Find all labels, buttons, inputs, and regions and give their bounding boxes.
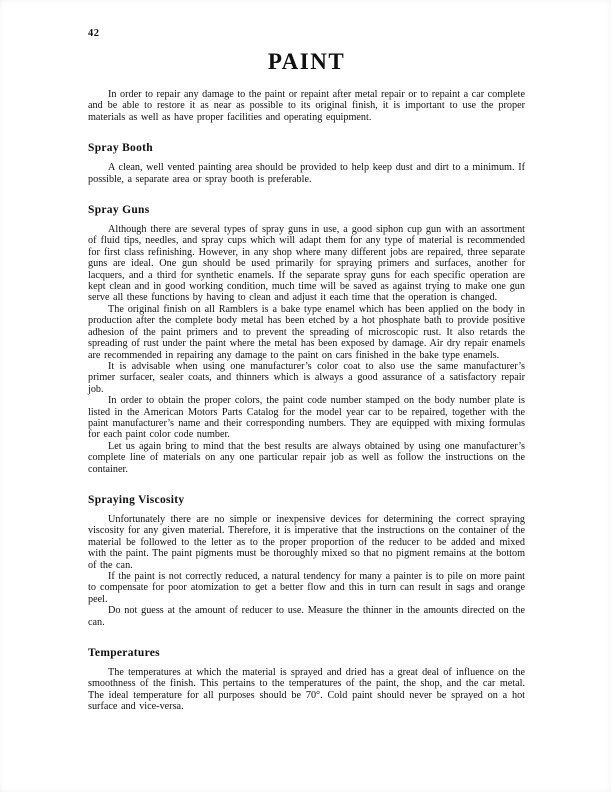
section-heading-spray-guns: Spray Guns [88, 204, 150, 217]
page-title: PAINT [267, 49, 346, 74]
intro-paragraph: In order to repair any damage to the paint or repaint after metal repair or to repaint a car complete and be able to restore it as near as possible to its original finish, it is important to use the proper materials as well as have proper facilities and operating equipment. [88, 89, 525, 123]
body-paragraph: The temperatures at which the material is sprayed and dried has a great deal of influence on the smoothness of the finish. This pertains to the temperatures of the paint, the shop, and the car metal. The ideal temperature for all purposes should be 70°. Cold paint should never be sprayed on a hot surface and vice-versa. [88, 667, 525, 713]
body-paragraph: The original finish on all Ramblers is a bake type enamel which has been applied on the body in production after the complete body metal has been etched by a hot phosphate bath to provide positive adhesion of the paint primers and to prevent the spreading of microscopic rust. It also retards the spreading of rust under the paint where the metal has been exposed by damage. Air dry repair enamels are recommended in repairing any damage to the paint on cars finished in the bake type enamels. [88, 303, 525, 361]
section-heading-spraying-viscosity: Spraying Viscosity [88, 493, 185, 506]
section-heading-temperatures: Temperatures [88, 647, 160, 660]
page-content [88, 28, 525, 713]
body-paragraph: Do not guess at the amount of reducer to use. Measure the thinner in the amounts directed on the can. [88, 605, 525, 628]
body-paragraph: Unfortunately there are no simple or inexpensive devices for determining the correct spraying viscosity for any given material. Therefore, it is imperative that the instructions on the container of the material be followed to the letter as to the proper proportion of the reducer to be added and mixed with the paint. The paint pigments must be thoroughly mixed so that no pigment remains at the bottom of the can. [88, 513, 525, 571]
body-paragraph: In order to obtain the proper colors, the paint code number stamped on the body number plate is listed in the American Motors Parts Catalog for the model year car to be repaired, together with the paint manufacturer’s name and their corresponding numbers. They are equipped with mixing formulas for each paint color code number. [88, 395, 525, 441]
sections-container [88, 142, 525, 712]
body-paragraph: Although there are several types of spray guns in use, a good siphon cup gun with an assortment of fluid tips, needles, and spray cups which will adapt them for any type of material is recommended for first class refinishing. However, in any shop where many different jobs are repaired, three separate guns are ideal. One gun should be used primarily for spraying primers and surfaces, another for lacquers, and a third for synthetic enamels. If the separate spray guns for each specific operation are kept clean and in good working condition, much time will be saved as against trying to make one gun serve all these functions by having to clean and adjust it each time that the operation is changed. [88, 224, 525, 304]
body-paragraph: It is advisable when using one manufacturer’s color coat to also use the same manufacturer’s primer surfacer, sealer coats, and thinners which is always a good assurance of a satisfactory repair job. [88, 360, 525, 395]
body-paragraph: If the paint is not correctly reduced, a natural tendency for many a painter is to pile on more paint to compensate for poor atomization to get a better flow and this in turn can result in sags and orange peel. [88, 571, 525, 605]
body-paragraph: Let us again bring to mind that the best results are always obtained by using one manufacturer’s complete line of materials on any one particular repair job as well as follow the instructions on the container. [88, 440, 525, 475]
section-heading-spray-booth: Spray Booth [88, 142, 153, 155]
page-number: 42 [88, 28, 100, 39]
body-paragraph: A clean, well vented painting area should be provided to help keep dust and dirt to a minimum. If possible, a separate area or spray booth is preferable. [88, 162, 525, 185]
